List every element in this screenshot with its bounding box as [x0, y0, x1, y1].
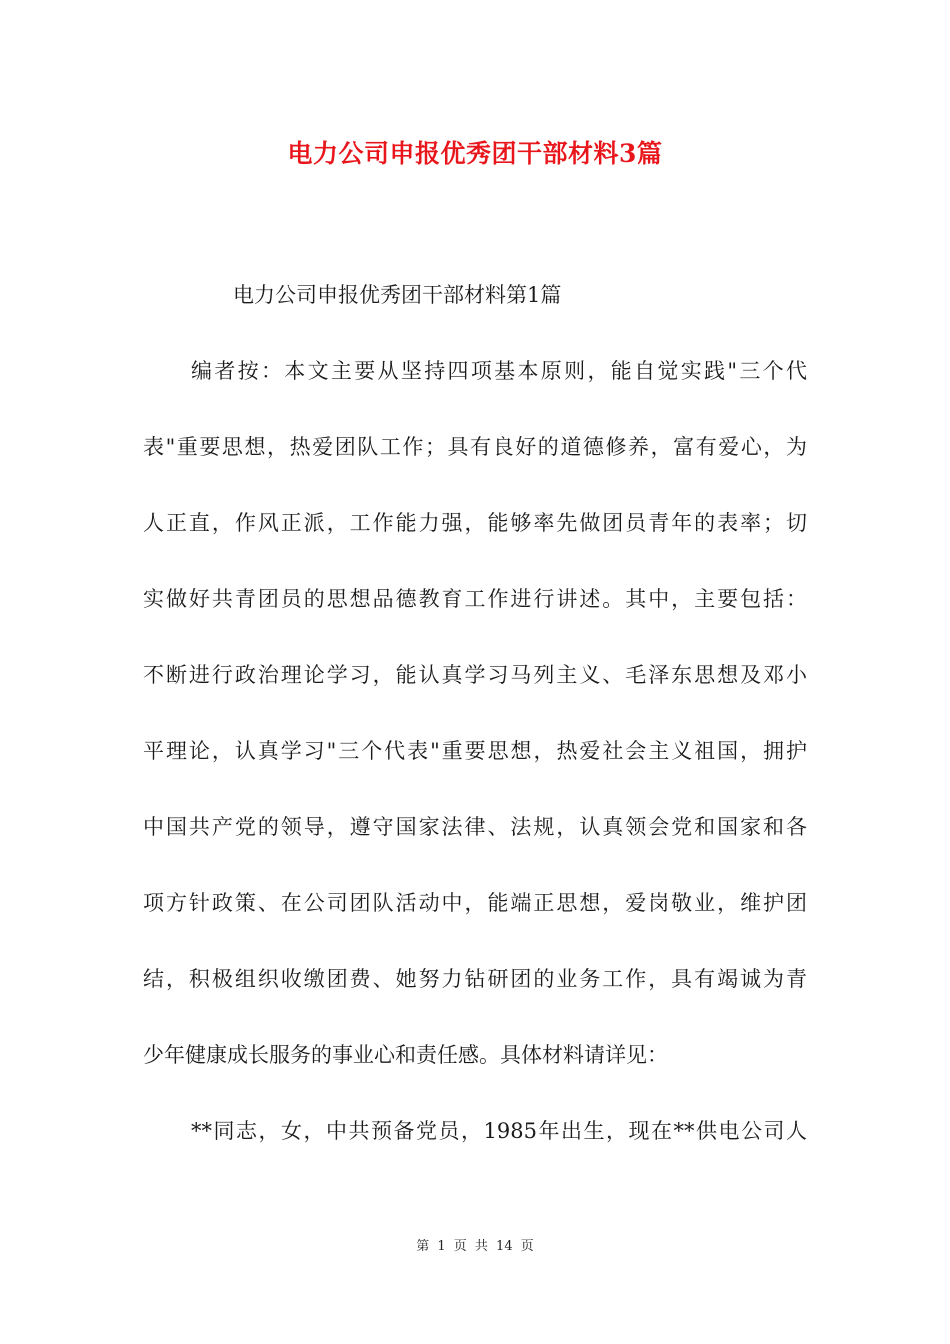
- paragraph-line: **同志，女，中共预备党员，1985年出生，现在**供电公司人: [191, 1119, 807, 1143]
- page-footer: 第 1 页 共 14 页: [416, 1239, 534, 1254]
- document-body: [143, 277, 807, 1189]
- paragraph-line: 表"重要思想，热爱团队工作；具有良好的道德修养，富有爱心，为: [143, 435, 807, 459]
- paragraph-line: 不断进行政治理论学习，能认真学习马列主义、毛泽东思想及邓小: [143, 663, 807, 687]
- page-title: 电力公司申报优秀团干部材料3篇: [287, 139, 663, 168]
- paragraph-line: 实做好共青团员的思想品德教育工作进行讲述。其中，主要包括：: [143, 587, 807, 611]
- paragraph-line: 人正直，作风正派，工作能力强，能够率先做团员青年的表率；切: [143, 511, 807, 535]
- paragraph-line: 平理论，认真学习"三个代表"重要思想，热爱社会主义祖国，拥护: [143, 739, 807, 763]
- paragraph-line: 少年健康成长服务的事业心和责任感。具体材料请详见：: [143, 1043, 668, 1067]
- paragraph-line: 中国共产党的领导，遵守国家法律、法规，认真领会党和国家和各: [143, 815, 807, 839]
- paragraph-line: 编者按：本文主要从坚持四项基本原则，能自觉实践"三个代: [191, 359, 807, 383]
- paragraph-line: 结，积极组织收缴团费、她努力钻研团的业务工作，具有竭诚为青: [143, 967, 807, 991]
- paragraph-line: 项方针政策、在公司团队活动中，能端正思想，爱岗敬业，维护团: [143, 891, 807, 915]
- section-heading: 电力公司申报优秀团干部材料第1篇: [233, 283, 562, 307]
